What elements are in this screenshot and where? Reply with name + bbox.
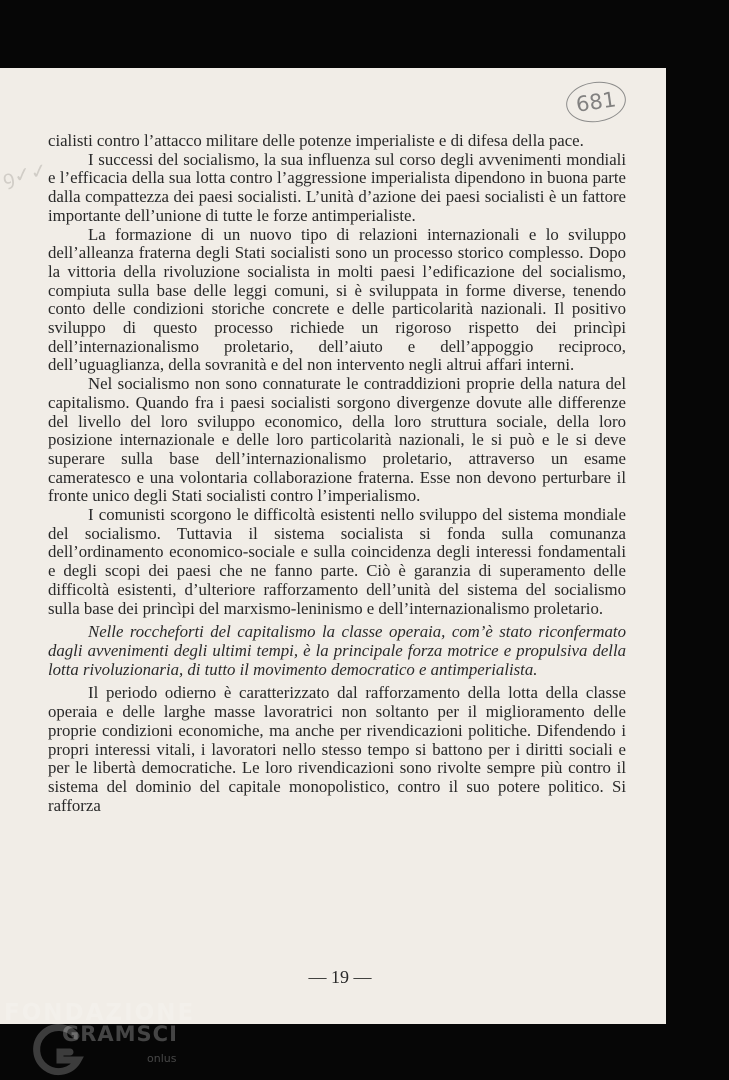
paragraph: Nel socialismo non sono connaturate le contraddizioni proprie della natura del capitalismo. Quando fra i paesi socialisti sorgono divergenze dovute alle differenze del livello del loro sviluppo economico, della loro struttura sociale, della loro posizione internazionale e delle loro particolarità nazionali, le si può e le si deve superare sulla base dell’internazionalismo proletario, attraverso un esame cameratesco e una volontaria collaborazione fraterna. Esse non devono perturbare il fronte unico degli Stati socialisti contro l’imperialismo.	[48, 374, 626, 506]
watermark-gramsci: GRAMSCI	[62, 1022, 178, 1046]
archive-stamp-number: 681	[564, 78, 629, 126]
body-text	[48, 132, 626, 815]
paragraph: Il periodo odierno è caratterizzato dal rafforzamento della lotta della classe operaia e delle larghe masse lavoratrici non soltanto per il miglioramento delle proprie condizioni economiche, ma anche per rivendicazioni politiche. Difendendo i propri interessi vitali, i lavoratori nello stesso tempo si battono per i diritti sociali e per le libertà democratiche. Le loro rivendicazioni sono rivolte sempre più contro il sistema del dominio del capitale monopolistico, contro il suo potere politico. Si rafforza	[48, 683, 626, 815]
gramsci-g-logo-icon	[30, 1022, 90, 1080]
page-number: — 19 —	[308, 967, 372, 987]
paragraph: I successi del socialismo, la sua influenza sul corso degli avvenimenti mondiali e l’efficacia della sua lotta contro l’aggressione imperialista dipendono in buona parte dalla compattezza dei paesi socialisti. L’unità d’azione dei paesi socialisti è un fattore importante dell’unione di tutte le forze antimperialiste.	[48, 149, 626, 225]
paragraph: La formazione di un nuovo tipo di relazioni internazionali e lo sviluppo dell’alleanza fraterna degli Stati socialisti sono un processo storico complesso. Dopo la vittoria della rivoluzione socialista in molti paesi l’edificazione del socialismo, compiuta sulla base delle leggi comuni, si è sviluppata in forme diverse, tenendo conto delle condizioni storiche concrete e delle particolarità nazionali. Il positivo sviluppo di questo processo richiede un rigoroso rispetto dei princìpi dell’internazionalismo proletario, dell’aiuto e dell’appoggio reciproco, dell’uguaglianza, della sovranità e del non intervento negli altrui affari interni.	[48, 224, 626, 375]
italic-paragraph: Nelle roccheforti del capitalismo la classe operaia, com’è stato riconfermato dagli avvenimenti degli ultimi tempi, è la principale forza motrice e propulsiva della lotta rivoluzionaria, di tutto il movimento democratico e antimperialista.	[48, 622, 626, 679]
paragraph: I comunisti scorgono le difficoltà esistenti nello sviluppo del sistema mondiale del socialismo. Tuttavia il sistema socialista si fonda sulla comunanza dell’ordinamento economico-sociale e sulla coincidenza degli interessi fondamentali e degli scopi dei paesi che ne fanno parte. Ciò è garanzia di superamento delle difficoltà esistenti, d’ulteriore rafforzamento dell’unità del sistema del socialismo sulla base dei princìpi del marxismo-leninismo e dell’internazionalismo proletario.	[48, 505, 626, 618]
watermark-onlus: onlus	[147, 1052, 177, 1065]
paragraph: cialisti contro l’attacco militare delle potenze imperialiste e di difesa della pace.	[48, 131, 584, 150]
faded-pencil-mark: ꝯ✓✓	[0, 157, 50, 191]
